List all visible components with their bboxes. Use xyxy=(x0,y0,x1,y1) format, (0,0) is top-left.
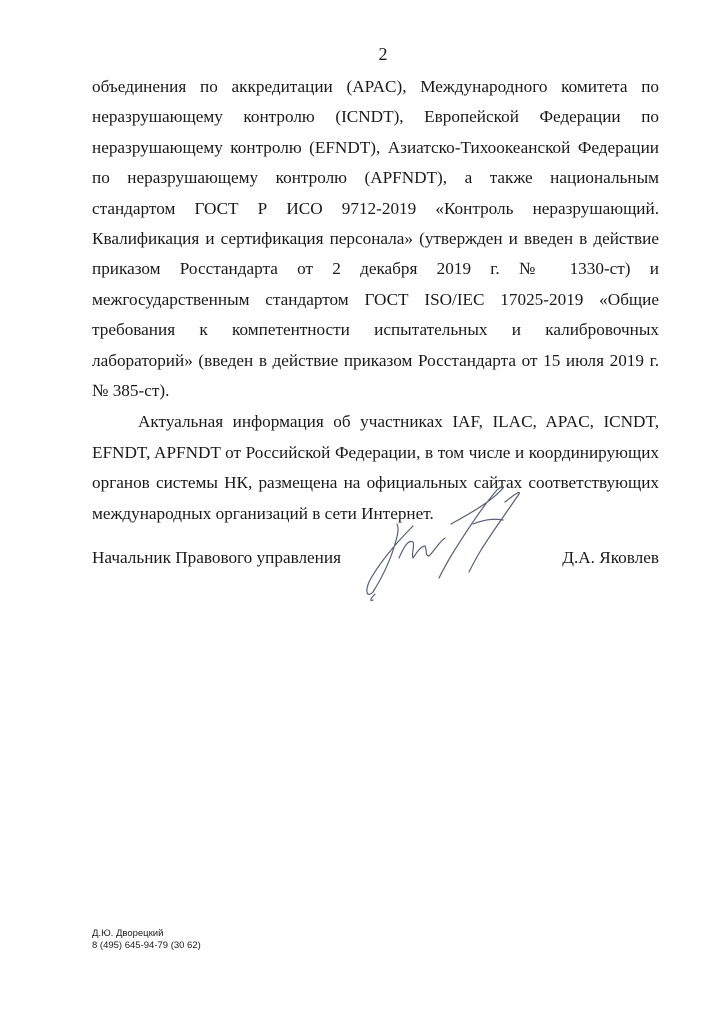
letter-body xyxy=(92,72,659,529)
handwritten-signature xyxy=(355,484,555,609)
executor-phone: 8 (495) 645-94-79 (30 62) xyxy=(92,940,201,951)
page-number: 2 xyxy=(378,44,388,64)
paragraph-current-info: Актуальная информация об участниках IAF, ILAC, APAC, ICNDT, EFNDT, APFNDT от Российской Федерации, в том числе и координирующих органов системы НК, размещена на официальных сайтах соответствующих международных организаций в сети Интернет. xyxy=(92,412,659,523)
paragraph-continuation: объединения по аккредитации (APAC), Международного комитета по неразрушающему контролю (ICNDT), Европейской Федерации по неразрушающему контролю (EFNDT), Азиатско-Тихоокеанской Федерации по неразрушающему контролю (APFNDT), а также национальным стандартом ГОСТ Р ИСО 9712-2019 «Контроль неразрушающий. Квалификация и сертификация персонала» (утвержден и введен в действие приказом Росстандарта от 2 декабря 2019 г. № 1330-ст) и межгосударственным стандартом ГОСТ ISO/IEC 17025-2019 «Общие требования к компетентности испытательных и калибровочных лабораторий» (введен в действие приказом Росстандарта от 15 июля 2019 г. № 385-ст). xyxy=(92,77,659,401)
signatory-position: Начальник Правового управления xyxy=(92,548,341,567)
executor-info xyxy=(92,928,201,952)
executor-name: Д.Ю. Дворецкий xyxy=(92,928,164,939)
signatory-name: Д.А. Яковлев xyxy=(562,548,659,567)
